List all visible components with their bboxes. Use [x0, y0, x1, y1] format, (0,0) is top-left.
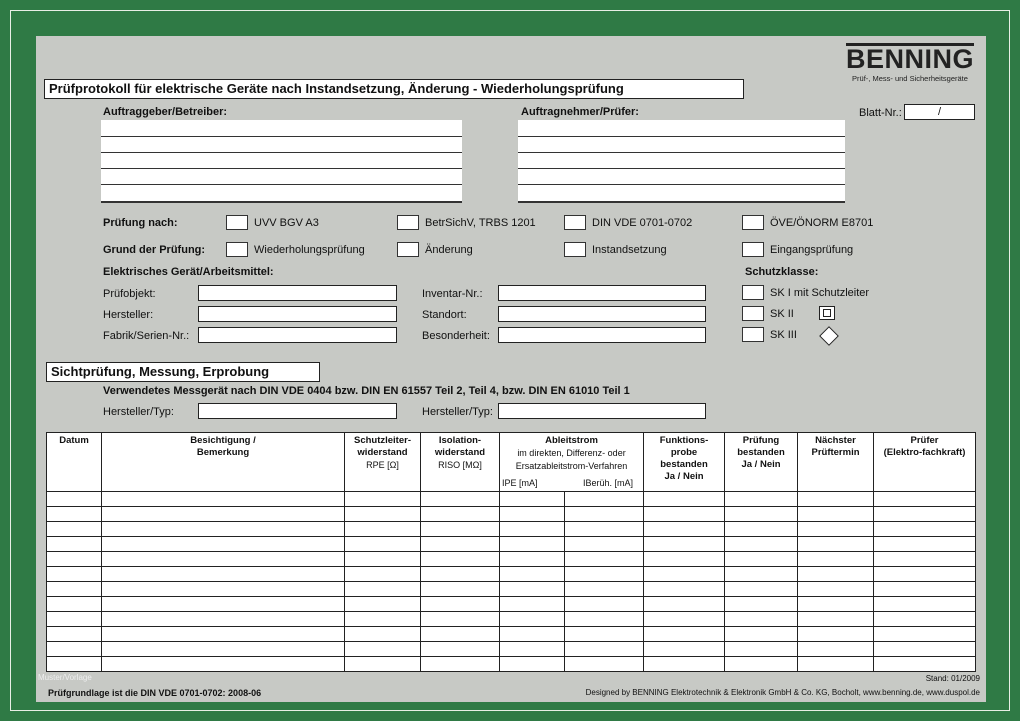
table-cell[interactable]	[725, 567, 798, 582]
table-cell[interactable]	[102, 537, 345, 552]
table-cell[interactable]	[874, 627, 976, 642]
table-cell[interactable]	[102, 597, 345, 612]
table-cell[interactable]	[725, 492, 798, 507]
table-cell[interactable]	[102, 642, 345, 657]
table-cell[interactable]	[102, 507, 345, 522]
table-cell[interactable]	[874, 582, 976, 597]
table-cell[interactable]	[798, 597, 874, 612]
table-cell[interactable]	[798, 612, 874, 627]
table-cell[interactable]	[345, 582, 421, 597]
table-cell[interactable]	[500, 522, 565, 537]
table-cell[interactable]	[47, 597, 102, 612]
table-cell[interactable]	[421, 627, 500, 642]
table-cell[interactable]	[644, 657, 725, 672]
col-datum: Datum	[47, 433, 102, 492]
table-cell[interactable]	[421, 642, 500, 657]
table-cell[interactable]	[644, 522, 725, 537]
checkbox-oeve[interactable]	[742, 215, 764, 230]
table-cell[interactable]	[874, 642, 976, 657]
hersteller-typ-label-1: Hersteller/Typ:	[103, 406, 174, 418]
table-cell[interactable]	[798, 642, 874, 657]
table-cell[interactable]	[500, 552, 565, 567]
table-row	[47, 522, 976, 537]
checkbox-instandsetzung[interactable]	[564, 242, 586, 257]
table-cell[interactable]	[47, 657, 102, 672]
form-sheet	[36, 36, 986, 702]
table-cell[interactable]	[421, 597, 500, 612]
benning-logo	[846, 43, 974, 83]
double-insulation-icon	[819, 306, 835, 320]
schutzklasse-label: Schutzklasse:	[745, 266, 819, 278]
table-cell[interactable]	[47, 537, 102, 552]
form-title: Prüfprotokoll für elektrische Geräte nach Instandsetzung, Änderung - Wiederholungsprüfung	[44, 79, 744, 99]
table-cell[interactable]	[102, 657, 345, 672]
table-cell[interactable]	[500, 582, 565, 597]
contractor-address-field[interactable]	[518, 120, 845, 202]
pruefgrundlage-text: Prüfgrundlage ist die DIN VDE 0701-0702: 2008-06	[48, 688, 262, 698]
pruefung-nach-label: Prüfung nach:	[103, 217, 178, 229]
table-cell[interactable]	[345, 492, 421, 507]
table-cell[interactable]	[500, 627, 565, 642]
checkbox-betrsichv[interactable]	[397, 215, 419, 230]
table-cell[interactable]	[345, 537, 421, 552]
table-cell[interactable]	[565, 567, 644, 582]
table-cell[interactable]	[565, 582, 644, 597]
col-besichtigung: Besichtigung / Bemerkung	[102, 433, 345, 492]
table-cell[interactable]	[421, 522, 500, 537]
table-cell[interactable]	[644, 537, 725, 552]
table-cell[interactable]	[345, 627, 421, 642]
table-cell[interactable]	[47, 582, 102, 597]
table-cell[interactable]	[644, 492, 725, 507]
table-row	[47, 642, 976, 657]
pruefobjekt-input[interactable]	[198, 285, 397, 301]
table-cell[interactable]	[345, 567, 421, 582]
grund-label: Grund der Prüfung:	[103, 244, 206, 256]
table-cell[interactable]	[102, 612, 345, 627]
checkbox-sk2[interactable]	[742, 306, 764, 321]
option-instandsetzung: Instandsetzung	[592, 244, 667, 256]
table-cell[interactable]	[102, 582, 345, 597]
table-cell[interactable]	[565, 522, 644, 537]
table-cell[interactable]	[47, 552, 102, 567]
table-cell[interactable]	[500, 642, 565, 657]
table-cell[interactable]	[345, 642, 421, 657]
table-cell[interactable]	[47, 492, 102, 507]
table-cell[interactable]	[500, 492, 565, 507]
table-cell[interactable]	[47, 522, 102, 537]
table-cell[interactable]	[725, 537, 798, 552]
table-cell[interactable]	[725, 522, 798, 537]
option-uvv: UVV BGV A3	[254, 217, 319, 229]
table-cell[interactable]	[644, 567, 725, 582]
table-cell[interactable]	[421, 492, 500, 507]
table-cell[interactable]	[500, 612, 565, 627]
table-cell[interactable]	[644, 612, 725, 627]
table-cell[interactable]	[725, 552, 798, 567]
table-cell[interactable]	[565, 492, 644, 507]
table-cell[interactable]	[644, 582, 725, 597]
table-cell[interactable]	[725, 597, 798, 612]
table-cell[interactable]	[725, 582, 798, 597]
table-cell[interactable]	[874, 522, 976, 537]
option-sk1: SK I mit Schutzleiter	[770, 287, 870, 299]
table-cell[interactable]	[565, 507, 644, 522]
table-cell[interactable]	[565, 552, 644, 567]
table-cell[interactable]	[345, 507, 421, 522]
hersteller-label: Hersteller:	[103, 309, 154, 321]
table-cell[interactable]	[798, 537, 874, 552]
table-cell[interactable]	[565, 642, 644, 657]
inventar-input[interactable]	[498, 285, 706, 301]
table-cell[interactable]	[47, 627, 102, 642]
sheet-number-field[interactable]: /	[904, 104, 975, 120]
table-row	[47, 597, 976, 612]
table-cell[interactable]	[500, 537, 565, 552]
table-cell[interactable]	[874, 507, 976, 522]
table-cell[interactable]	[345, 612, 421, 627]
option-sk2: SK II	[770, 308, 794, 320]
table-cell[interactable]	[421, 552, 500, 567]
client-label: Auftraggeber/Betreiber:	[103, 106, 228, 118]
fabrik-label: Fabrik/Serien-Nr.:	[103, 330, 190, 342]
table-cell[interactable]	[47, 507, 102, 522]
table-cell[interactable]	[874, 567, 976, 582]
checkbox-wiederholung[interactable]	[226, 242, 248, 257]
pruefobjekt-label: Prüfobjekt:	[103, 288, 156, 300]
table-cell[interactable]	[500, 657, 565, 672]
table-cell[interactable]	[565, 537, 644, 552]
contractor-label: Auftragnehmer/Prüfer:	[521, 106, 639, 118]
table-cell[interactable]	[47, 567, 102, 582]
designed-by-text: Designed by BENNING Elektrotechnik & Elektronik GmbH & Co. KG, Bocholt, www.benning.de, www.duspol.de	[585, 688, 980, 697]
checkbox-uvv[interactable]	[226, 215, 248, 230]
table-cell[interactable]	[421, 582, 500, 597]
table-cell[interactable]	[644, 507, 725, 522]
table-cell[interactable]	[644, 627, 725, 642]
table-cell[interactable]	[345, 552, 421, 567]
brand-name: BENNING	[846, 44, 975, 74]
fabrik-input[interactable]	[198, 327, 397, 343]
table-cell[interactable]	[725, 657, 798, 672]
table-cell[interactable]	[874, 612, 976, 627]
table-cell[interactable]	[725, 642, 798, 657]
table-cell[interactable]	[500, 567, 565, 582]
table-cell[interactable]	[421, 567, 500, 582]
table-row	[47, 537, 976, 552]
table-cell[interactable]	[798, 567, 874, 582]
device-section-label: Elektrisches Gerät/Arbeitsmittel:	[103, 266, 274, 278]
table-row	[47, 657, 976, 672]
col-isolation: Isolation- widerstand RISO [MΩ]	[421, 433, 500, 492]
table-header-row	[47, 433, 976, 492]
hersteller-typ-input-1[interactable]	[198, 403, 397, 419]
col-schutzleiter: Schutzleiter- widerstand RPE [Ω]	[345, 433, 421, 492]
besonderheit-input[interactable]	[498, 327, 706, 343]
checkbox-aenderung[interactable]	[397, 242, 419, 257]
checkbox-eingang[interactable]	[742, 242, 764, 257]
checkbox-din-vde[interactable]	[564, 215, 586, 230]
inventar-label: Inventar-Nr.:	[422, 288, 483, 300]
checkbox-sk1[interactable]	[742, 285, 764, 300]
measurement-table	[46, 432, 976, 672]
section2-title: Sichtprüfung, Messung, Erprobung	[46, 362, 320, 382]
table-cell[interactable]	[798, 492, 874, 507]
table-cell[interactable]	[565, 597, 644, 612]
table-cell[interactable]	[47, 642, 102, 657]
table-cell[interactable]	[421, 657, 500, 672]
table-cell[interactable]	[874, 657, 976, 672]
option-oeve: ÖVE/ÖNORM E8701	[770, 217, 874, 229]
sk3-diamond-icon	[819, 326, 839, 346]
table-cell[interactable]	[798, 522, 874, 537]
table-cell[interactable]	[798, 627, 874, 642]
checkbox-sk3[interactable]	[742, 327, 764, 342]
col-pruefer: Prüfer (Elektro-fachkraft)	[874, 433, 976, 492]
table-row	[47, 492, 976, 507]
messgeraet-text: Verwendetes Messgerät nach DIN VDE 0404 bzw. DIN EN 61557 Teil 2, Teil 4, bzw. DIN EN 61010 Teil 1	[103, 385, 630, 397]
option-din-vde: DIN VDE 0701-0702	[592, 217, 693, 229]
table-cell[interactable]	[421, 612, 500, 627]
col-pruefung-bestanden: Prüfung bestanden Ja / Nein	[725, 433, 798, 492]
stand-date: Stand: 01/2009	[925, 674, 980, 683]
table-cell[interactable]	[102, 627, 345, 642]
col-ableitstrom: Ableitstrom im direkten, Differenz- oder Ersatzableitstrom-Verfahren IPE [mA] IBerüh. [mA]	[500, 433, 644, 492]
hersteller-typ-label-2: Hersteller/Typ:	[422, 406, 493, 418]
option-wiederholung: Wiederholungsprüfung	[254, 244, 365, 256]
table-row	[47, 612, 976, 627]
standort-input[interactable]	[498, 306, 706, 322]
option-eingang: Eingangsprüfung	[770, 244, 854, 256]
client-address-field[interactable]	[101, 120, 462, 202]
table-cell[interactable]	[102, 522, 345, 537]
option-betrsichv: BetrSichV, TRBS 1201	[425, 217, 536, 229]
table-body	[47, 492, 976, 672]
table-row	[47, 582, 976, 597]
table-cell[interactable]	[565, 657, 644, 672]
sheet-number-label: Blatt-Nr.:	[859, 107, 902, 119]
table-cell[interactable]	[798, 582, 874, 597]
table-cell[interactable]	[798, 552, 874, 567]
table-cell[interactable]	[644, 642, 725, 657]
table-cell[interactable]	[644, 597, 725, 612]
table-cell[interactable]	[47, 612, 102, 627]
table-cell[interactable]	[345, 522, 421, 537]
table-cell[interactable]	[874, 537, 976, 552]
table-cell[interactable]	[421, 537, 500, 552]
table-cell[interactable]	[798, 507, 874, 522]
option-sk3: SK III	[770, 329, 797, 341]
table-cell[interactable]	[644, 552, 725, 567]
table-cell[interactable]	[798, 657, 874, 672]
table-cell[interactable]	[565, 612, 644, 627]
table-cell[interactable]	[102, 552, 345, 567]
table-row	[47, 627, 976, 642]
col-naechster-termin: Nächster Prüftermin	[798, 433, 874, 492]
table-cell[interactable]	[345, 657, 421, 672]
table-cell[interactable]	[102, 492, 345, 507]
brand-tagline: Prüf-, Mess- und Sicherheitsgeräte	[852, 74, 968, 83]
table-cell[interactable]	[725, 507, 798, 522]
standort-label: Standort:	[422, 309, 467, 321]
table-cell[interactable]	[102, 567, 345, 582]
table-cell[interactable]	[874, 552, 976, 567]
table-cell[interactable]	[345, 597, 421, 612]
table-cell[interactable]	[565, 627, 644, 642]
table-cell[interactable]	[874, 597, 976, 612]
table-row	[47, 507, 976, 522]
table-cell[interactable]	[725, 612, 798, 627]
besonderheit-label: Besonderheit:	[422, 330, 490, 342]
watermark: Muster/Vorlage	[38, 673, 92, 682]
table-cell[interactable]	[421, 507, 500, 522]
hersteller-input[interactable]	[198, 306, 397, 322]
table-cell[interactable]	[500, 597, 565, 612]
hersteller-typ-input-2[interactable]	[498, 403, 706, 419]
table-cell[interactable]	[500, 507, 565, 522]
option-aenderung: Änderung	[425, 244, 473, 256]
table-cell[interactable]	[725, 627, 798, 642]
table-row	[47, 567, 976, 582]
table-row	[47, 552, 976, 567]
col-funktionsprobe: Funktions- probe bestanden Ja / Nein	[644, 433, 725, 492]
table-cell[interactable]	[874, 492, 976, 507]
